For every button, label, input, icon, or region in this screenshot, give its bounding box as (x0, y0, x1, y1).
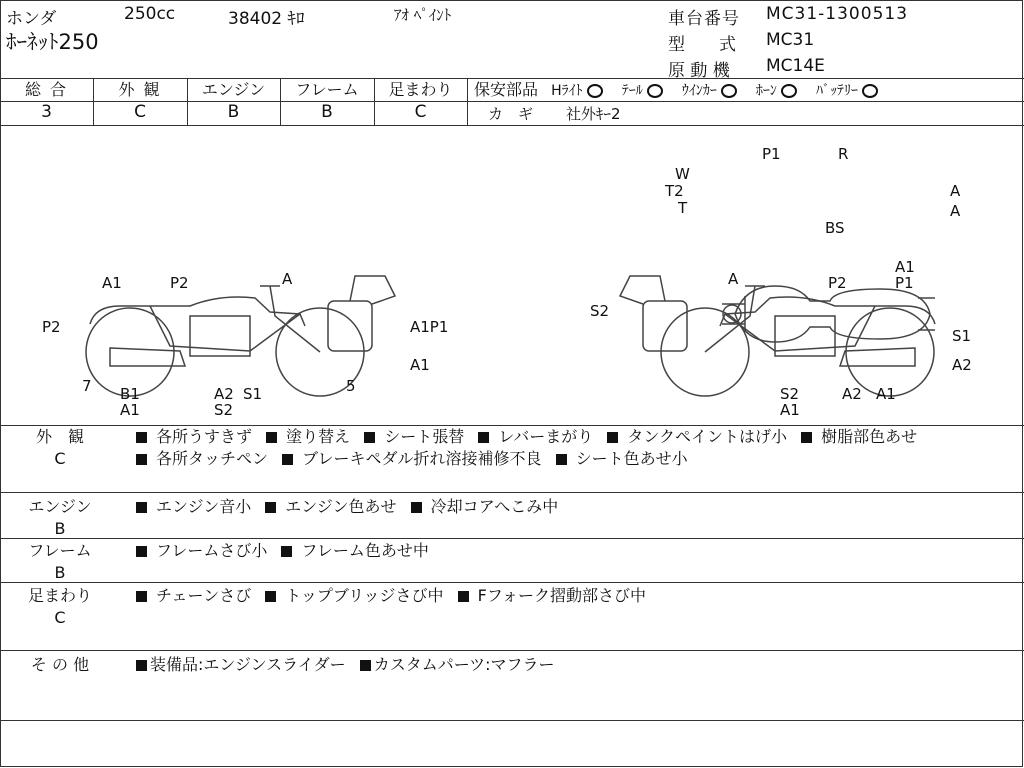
diagram-label: S2 (780, 385, 800, 403)
divider (467, 101, 1024, 102)
bullet-square-icon (282, 454, 293, 465)
ok-circle-icon (862, 84, 878, 98)
bullet-square-icon (360, 660, 371, 671)
section-exterior-title: 外 観 C (35, 427, 84, 468)
bullet-square-icon (136, 660, 147, 671)
bullet-square-icon (281, 546, 292, 557)
section-suspension-title: 足まわり C (27, 586, 92, 627)
diagram-label: A1P1 (410, 318, 449, 336)
grade-label: 外 観 (118, 80, 162, 99)
grade-value: C (414, 102, 427, 122)
section-other-title: そ の 他 (30, 655, 90, 674)
grade-suspension (374, 79, 467, 123)
bullet-square-icon (458, 591, 469, 602)
diagram-label: S2 (590, 302, 610, 320)
bullet-square-icon (265, 502, 276, 513)
diagram-label: T (678, 199, 688, 217)
bullet-square-icon (801, 432, 812, 443)
displacement: 250cc (124, 4, 176, 24)
safety-item-horn: ﾎｰﾝ (755, 83, 777, 99)
diagram-label: T2 (665, 182, 684, 200)
grade-label: エンジン (201, 80, 266, 99)
damage-diagram (0, 126, 1024, 426)
ok-circle-icon (781, 84, 797, 98)
safety-item-battery: ﾊﾞｯﾃﾘｰ (816, 83, 859, 99)
section-engine-line: エンジン音小 エンジン色あせ 冷却コアへこみ中 (136, 496, 558, 518)
diagram-label: A (282, 270, 293, 288)
diagram-label: P2 (42, 318, 61, 336)
model-type: MC31 (766, 30, 815, 50)
maker: ホンダ (6, 9, 57, 29)
divider (0, 492, 1024, 493)
bullet-square-icon (478, 432, 489, 443)
diagram-label: A (728, 270, 739, 288)
ok-circle-icon (721, 84, 737, 98)
bullet-square-icon (136, 546, 147, 557)
diagram-label: A2 (952, 356, 972, 374)
diagram-label: P1 (762, 145, 781, 163)
diagram-label: BS (825, 219, 845, 237)
grade-value: B (321, 102, 333, 122)
diagram-label: A1 (410, 356, 430, 374)
mileage: 38402 ｷﾛ (228, 9, 305, 29)
diagram-label: S2 (214, 401, 234, 419)
divider (0, 650, 1024, 651)
section-other-line: 装備品:エンジンスライダー カスタムパーツ:マフラー (136, 654, 555, 676)
paint-color: ｱｵ ﾍﾟｲﾝﾄ (394, 6, 452, 24)
bullet-square-icon (411, 502, 422, 513)
diagram-label: A1 (780, 401, 800, 419)
grade-frame (280, 79, 374, 123)
grade-label: 総 合 (24, 80, 69, 99)
diagram-label: A2 (214, 385, 234, 403)
bullet-square-icon (364, 432, 375, 443)
ok-circle-icon (647, 84, 663, 98)
grade-overall (0, 79, 93, 123)
diagram-label: S1 (952, 327, 972, 345)
section-engine-title: エンジン B (28, 497, 92, 538)
diagram-label: B1 (120, 385, 140, 403)
frame-number-label: 車台番号 (668, 9, 740, 29)
section-frame-line: フレームさび小 フレーム色あせ中 (136, 540, 429, 562)
bullet-square-icon (136, 432, 147, 443)
section-suspension-line: チェーンさび トップブリッジさび中 Fフォーク摺動部さび中 (136, 585, 646, 607)
engine-model: MC14E (766, 56, 825, 76)
grade-label: フレーム (295, 80, 359, 99)
grade-value: B (227, 102, 240, 122)
diagram-label: R (838, 145, 849, 163)
ok-circle-icon (587, 84, 603, 98)
grade-engine (187, 79, 280, 123)
diagram-label: A (950, 182, 961, 200)
key-value: 社外ｷｰ2 (566, 105, 621, 123)
bullet-square-icon (136, 502, 147, 513)
diagram-label: A1 (876, 385, 896, 403)
diagram-label: P1 (895, 274, 914, 292)
right-side-bike (620, 276, 935, 396)
model-name: ﾎｰﾈｯﾄ250 (6, 30, 99, 54)
bullet-square-icon (266, 432, 277, 443)
section-exterior-line: 各所タッチペン ブレーキペダル折れ溶接補修不良 シート色あせ小 (136, 448, 688, 470)
diagram-label: A1 (120, 401, 140, 419)
safety-item-headlight: Hﾗｲﾄ (551, 83, 583, 99)
grade-label: 足まわり (388, 80, 453, 99)
diagram-label: W (675, 165, 690, 183)
grade-value: C (134, 102, 146, 122)
divider (0, 538, 1024, 539)
diagram-label: P2 (828, 274, 847, 292)
engine-label: 原 動 機 (668, 61, 730, 81)
bullet-square-icon (136, 454, 147, 465)
diagram-label: 7 (82, 377, 92, 395)
bullet-square-icon (607, 432, 618, 443)
bullet-square-icon (265, 591, 276, 602)
divider (0, 720, 1024, 721)
diagram-label: A (950, 202, 961, 220)
frame-number: MC31-1300513 (766, 4, 909, 24)
safety-item-tail: ﾃｰﾙ (621, 83, 643, 99)
safety-item-winker: ｳｲﾝｶｰ (681, 83, 717, 99)
diagram-label: 5 (346, 377, 356, 395)
type-label: 型 式 (668, 35, 736, 55)
section-frame-title: フレーム B (28, 541, 92, 582)
diagram-label: A1 (102, 274, 122, 292)
section-exterior-line: 各所うすきず 塗り替え シート張替 レバーまがり タンクペイントはげ小 樹脂部色あせ (136, 426, 917, 448)
grade-value: 3 (41, 102, 52, 122)
safety-label: 保安部品 (474, 80, 539, 99)
diagram-label: S1 (243, 385, 263, 403)
diagram-label: P2 (170, 274, 189, 292)
key-label: カ ギ (488, 105, 534, 123)
bullet-square-icon (556, 454, 567, 465)
grade-exterior (93, 79, 187, 123)
diagram-label: A1 (895, 258, 915, 276)
bullet-square-icon (136, 591, 147, 602)
safety-parts (474, 80, 892, 101)
divider (0, 582, 1024, 583)
diagram-label: A2 (842, 385, 862, 403)
